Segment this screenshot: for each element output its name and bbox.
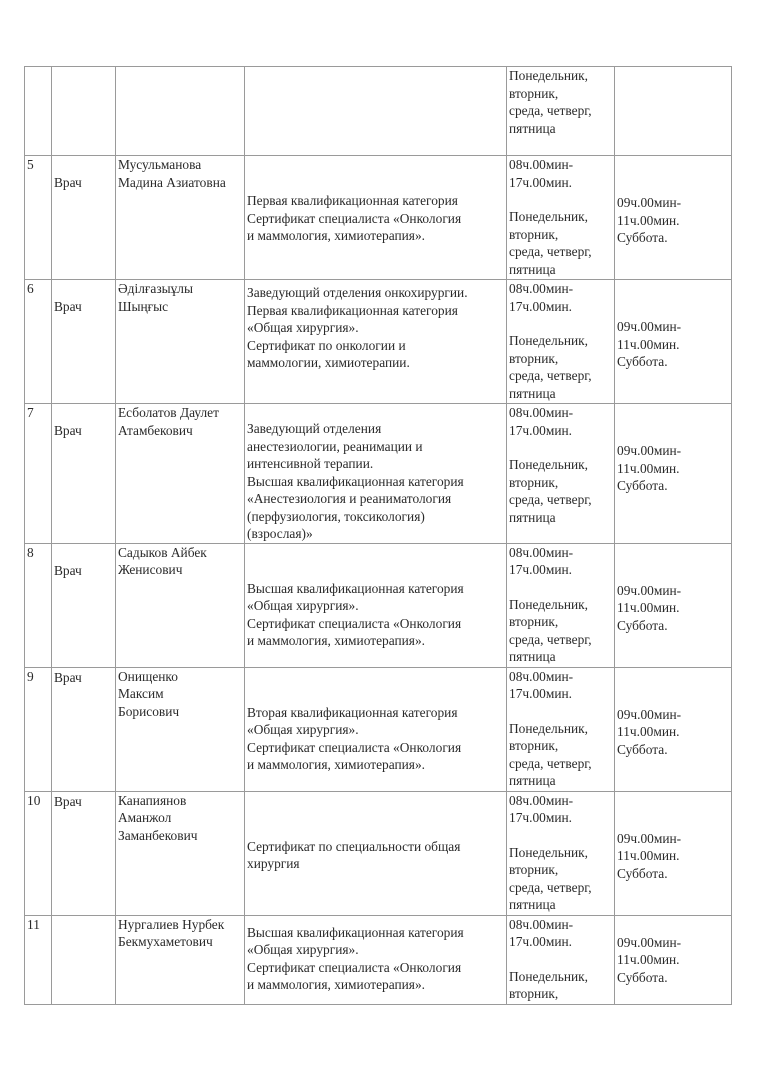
weekday-schedule-cell — [507, 156, 615, 280]
name-cell — [116, 156, 245, 280]
text-line: Нургалиев Нурбек — [118, 916, 225, 932]
weekday-days — [509, 67, 612, 137]
saturday-hours — [617, 668, 729, 759]
text-line: 08ч.00мин- — [509, 281, 574, 296]
text-line: и маммология, химиотерапия». — [247, 757, 426, 772]
text-line: Бекмухаметович — [118, 934, 213, 949]
text-line: Сертификат специалиста «Онкология — [247, 615, 462, 631]
row-number: 5 — [27, 157, 34, 172]
text-line: 09ч.00мин- — [617, 830, 682, 846]
qualification-cell — [245, 156, 507, 280]
doctor-name — [118, 280, 242, 315]
saturday-hours — [617, 156, 729, 247]
position-text: Врач — [54, 299, 82, 314]
name-cell — [116, 667, 245, 791]
text-line: Понедельник, — [509, 68, 589, 83]
weekday-days — [509, 439, 612, 526]
row-number-cell — [25, 791, 52, 915]
text-line: и маммология, химиотерапия». — [247, 228, 426, 243]
row-number-cell — [25, 67, 52, 156]
text-line: Атамбекович — [118, 422, 193, 438]
text-line: 11ч.00мин. — [617, 848, 680, 863]
table-row — [25, 667, 732, 791]
text-line: 11ч.00мин. — [617, 724, 680, 739]
doctor-name — [118, 544, 242, 579]
text-line: 11ч.00мин. — [617, 212, 680, 228]
text-line: «Общая хирургия». — [247, 942, 359, 957]
name-cell — [116, 915, 245, 1004]
text-line: 09ч.00мин- — [617, 582, 682, 598]
text-line: вторник, — [509, 862, 559, 877]
text-line: Сертификат специалиста «Онкология — [247, 959, 462, 975]
text-line: пятница — [509, 773, 556, 788]
weekday-schedule-cell — [507, 67, 615, 156]
position-cell — [52, 543, 116, 667]
text-line: пятница — [509, 509, 556, 525]
qualification-cell — [245, 280, 507, 404]
text-line: пятница — [509, 120, 556, 136]
row-number-cell — [25, 667, 52, 791]
name-cell — [116, 404, 245, 544]
name-cell — [116, 543, 245, 667]
position-text — [54, 916, 113, 917]
text-line: 08ч.00мин- — [509, 157, 574, 172]
text-line: Понедельник, — [509, 209, 589, 224]
text-line: 08ч.00мин- — [509, 405, 574, 420]
table-row — [25, 280, 732, 404]
text-line: анестезиологии, реанимации и — [247, 438, 423, 454]
qualification-cell — [245, 67, 507, 156]
text-line: Сертификат специалиста «Онкология — [247, 739, 462, 755]
row-number: 6 — [27, 281, 34, 296]
text-line: Заведующий отделения онкохирургии. — [247, 285, 468, 300]
qualification-cell — [245, 543, 507, 667]
text-line: вторник, — [509, 738, 559, 753]
weekday-days — [509, 579, 612, 666]
text-line: Онищенко — [118, 668, 178, 684]
position-cell — [52, 156, 116, 280]
text-line: Сертификат специалиста «Онкология — [247, 210, 462, 226]
saturday-schedule-cell — [615, 67, 732, 156]
saturday-schedule-cell — [615, 156, 732, 280]
saturday-schedule-cell — [615, 915, 732, 1004]
position-cell — [52, 280, 116, 404]
text-line: вторник, — [509, 350, 559, 366]
text-line: «Общая хирургия». — [247, 598, 359, 613]
text-line: Мадина Азиатовна — [118, 174, 226, 190]
text-line: Аманжол — [118, 810, 172, 825]
text-line: 11ч.00мин. — [617, 952, 680, 967]
text-line: Максим — [118, 686, 164, 701]
saturday-hours — [617, 916, 729, 987]
row-number: 8 — [27, 544, 34, 560]
text-line: 08ч.00мин- — [509, 544, 574, 560]
saturday-hours — [617, 544, 729, 635]
text-line: 11ч.00мин. — [617, 460, 680, 476]
text-line: 08ч.00мин- — [509, 668, 574, 684]
text-line: Канапиянов — [118, 792, 187, 808]
text-line: «Общая хирургия». — [247, 320, 359, 335]
text-line: 17ч.00мин. — [509, 934, 573, 949]
text-line: 09ч.00мин- — [617, 934, 682, 950]
saturday-schedule-cell — [615, 667, 732, 791]
text-line: вторник, — [509, 85, 559, 101]
saturday-hours — [617, 404, 729, 495]
qualification-cell — [245, 915, 507, 1004]
table-row — [25, 156, 732, 280]
doctor-name — [118, 404, 242, 439]
text-line: вторник, — [509, 614, 559, 629]
text-line: Суббота. — [617, 230, 668, 245]
text-line: Понедельник, — [509, 596, 589, 612]
text-line: и маммология, химиотерапия». — [247, 977, 426, 992]
text-line: Вторая квалификационная категория — [247, 704, 458, 720]
qualification-text — [247, 280, 504, 372]
text-line: Есболатов Даулет — [118, 405, 219, 420]
weekday-schedule-cell — [507, 791, 615, 915]
row-number-cell — [25, 404, 52, 544]
text-line: (перфузиология, токсикология) — [247, 508, 425, 524]
text-line: Әділғазыұлы — [118, 281, 193, 296]
text-line: 11ч.00мин. — [617, 336, 680, 352]
text-line: Заведующий отделения — [247, 421, 382, 436]
text-line: Суббота. — [617, 741, 668, 757]
text-line: 17ч.00мин. — [509, 298, 573, 314]
text-line: пятница — [509, 385, 556, 401]
text-line: маммологии, химиотерапии. — [247, 355, 410, 370]
text-line: вторник, — [509, 474, 559, 490]
text-line: среда, четверг, — [509, 879, 592, 895]
row-number-cell — [25, 915, 52, 1004]
row-number: 11 — [27, 916, 40, 932]
saturday-schedule-cell — [615, 280, 732, 404]
table-row — [25, 915, 732, 1004]
position-text: Врач — [54, 423, 82, 438]
text-line: Понедельник, — [509, 333, 589, 348]
saturday-hours — [617, 792, 729, 883]
text-line: Первая квалификационная категория — [247, 193, 458, 208]
text-line: Суббота. — [617, 354, 668, 369]
text-line: Борисович — [118, 703, 180, 719]
qualification-text — [247, 792, 504, 873]
table-row — [25, 791, 732, 915]
text-line: Понедельник, — [509, 844, 589, 860]
doctor-name — [118, 792, 242, 845]
text-line: пятница — [509, 897, 556, 912]
position-text: Врач — [54, 562, 82, 578]
weekday-hours — [509, 668, 612, 703]
row-number: 9 — [27, 668, 34, 684]
text-line: 08ч.00мин- — [509, 792, 574, 808]
text-line: 17ч.00мин. — [509, 174, 573, 190]
text-line: Сертификат по специальности общая — [247, 838, 461, 854]
weekday-hours — [509, 156, 612, 191]
weekday-schedule-cell — [507, 543, 615, 667]
text-line: Суббота. — [617, 617, 668, 633]
qualification-text — [247, 668, 504, 774]
text-line: 08ч.00мин- — [509, 916, 574, 932]
weekday-days — [509, 951, 612, 1003]
weekday-hours — [509, 404, 612, 439]
text-line: 09ч.00мин- — [617, 319, 682, 334]
text-line: Мусульманова — [118, 157, 202, 172]
weekday-schedule-cell — [507, 915, 615, 1004]
row-number: 7 — [27, 405, 34, 420]
weekday-schedule-cell — [507, 667, 615, 791]
weekday-days — [509, 191, 612, 278]
text-line: вторник, — [509, 226, 559, 242]
position-cell — [52, 67, 116, 156]
text-line: Женисович — [118, 562, 183, 577]
row-number-cell — [25, 156, 52, 280]
text-line: среда, четверг, — [509, 244, 592, 259]
name-cell — [116, 67, 245, 156]
text-line: «Анестезиология и реаниматология — [247, 491, 452, 506]
position-cell — [52, 791, 116, 915]
staff-table-body — [25, 67, 732, 1005]
doctor-name — [118, 156, 242, 191]
text-line: Заманбекович — [118, 827, 198, 843]
text-line: пятница — [509, 261, 556, 277]
text-line: Понедельник, — [509, 457, 589, 472]
text-line: Понедельник, — [509, 720, 589, 736]
text-line: Сертификат по онкологии и — [247, 337, 406, 353]
row-number-cell — [25, 543, 52, 667]
text-line: 17ч.00мин. — [509, 686, 573, 701]
table-row — [25, 67, 732, 156]
text-line: 11ч.00мин. — [617, 600, 680, 615]
position-cell — [52, 404, 116, 544]
table-row — [25, 404, 732, 544]
qualification-text — [247, 916, 504, 994]
weekday-hours — [509, 792, 612, 827]
text-line: Суббота. — [617, 969, 668, 985]
weekday-days — [509, 315, 612, 402]
text-line: Высшая квалификационная категория — [247, 473, 464, 489]
row-number: 10 — [27, 792, 41, 808]
qualification-text — [247, 404, 504, 543]
text-line: 17ч.00мин. — [509, 562, 573, 577]
qualification-cell — [245, 404, 507, 544]
text-line: вторник, — [509, 986, 559, 1001]
text-line: 17ч.00мин. — [509, 810, 573, 825]
position-cell — [52, 667, 116, 791]
text-line: интенсивной терапии. — [247, 456, 374, 471]
position-text: Врач — [54, 669, 82, 685]
qualification-cell — [245, 667, 507, 791]
text-line: 09ч.00мин- — [617, 443, 682, 458]
staff-schedule-table — [24, 66, 732, 1005]
saturday-hours — [617, 280, 729, 371]
table-row — [25, 543, 732, 667]
weekday-hours — [509, 544, 612, 579]
text-line: «Общая хирургия». — [247, 722, 359, 737]
qualification-cell — [245, 791, 507, 915]
text-line: Первая квалификационная категория — [247, 302, 458, 318]
position-cell — [52, 915, 116, 1004]
weekday-days — [509, 827, 612, 914]
text-line: хирургия — [247, 856, 300, 871]
weekday-days — [509, 703, 612, 790]
text-line: среда, четверг, — [509, 103, 592, 118]
text-line: Суббота. — [617, 865, 668, 881]
position-text: Врач — [54, 793, 82, 809]
saturday-schedule-cell — [615, 404, 732, 544]
text-line: среда, четверг, — [509, 368, 592, 383]
text-line: Садыков Айбек — [118, 544, 207, 560]
text-line: Высшая квалификационная категория — [247, 924, 464, 940]
weekday-hours — [509, 280, 612, 315]
text-line: пятница — [509, 649, 556, 664]
text-line: и маммология, химиотерапия». — [247, 633, 426, 648]
position-text: Врач — [54, 175, 82, 190]
text-line: среда, четверг, — [509, 631, 592, 647]
weekday-schedule-cell — [507, 280, 615, 404]
saturday-schedule-cell — [615, 791, 732, 915]
qualification-text — [247, 544, 504, 650]
text-line: Высшая квалификационная категория — [247, 580, 464, 596]
text-line: 17ч.00мин. — [509, 422, 573, 438]
text-line: среда, четверг, — [509, 755, 592, 771]
qualification-text — [247, 156, 504, 245]
text-line: 09ч.00мин- — [617, 706, 682, 722]
text-line: 09ч.00мин- — [617, 195, 682, 210]
weekday-hours — [509, 916, 612, 951]
text-line: Суббота. — [617, 478, 668, 493]
name-cell — [116, 280, 245, 404]
doctor-name — [118, 916, 242, 951]
text-line: среда, четверг, — [509, 492, 592, 507]
name-cell — [116, 791, 245, 915]
weekday-schedule-cell — [507, 404, 615, 544]
text-line: Понедельник, — [509, 968, 589, 984]
doctor-name — [118, 668, 242, 721]
text-line: (взрослая)» — [247, 526, 313, 541]
saturday-schedule-cell — [615, 543, 732, 667]
row-number-cell — [25, 280, 52, 404]
text-line: Шыңғыс — [118, 298, 169, 314]
